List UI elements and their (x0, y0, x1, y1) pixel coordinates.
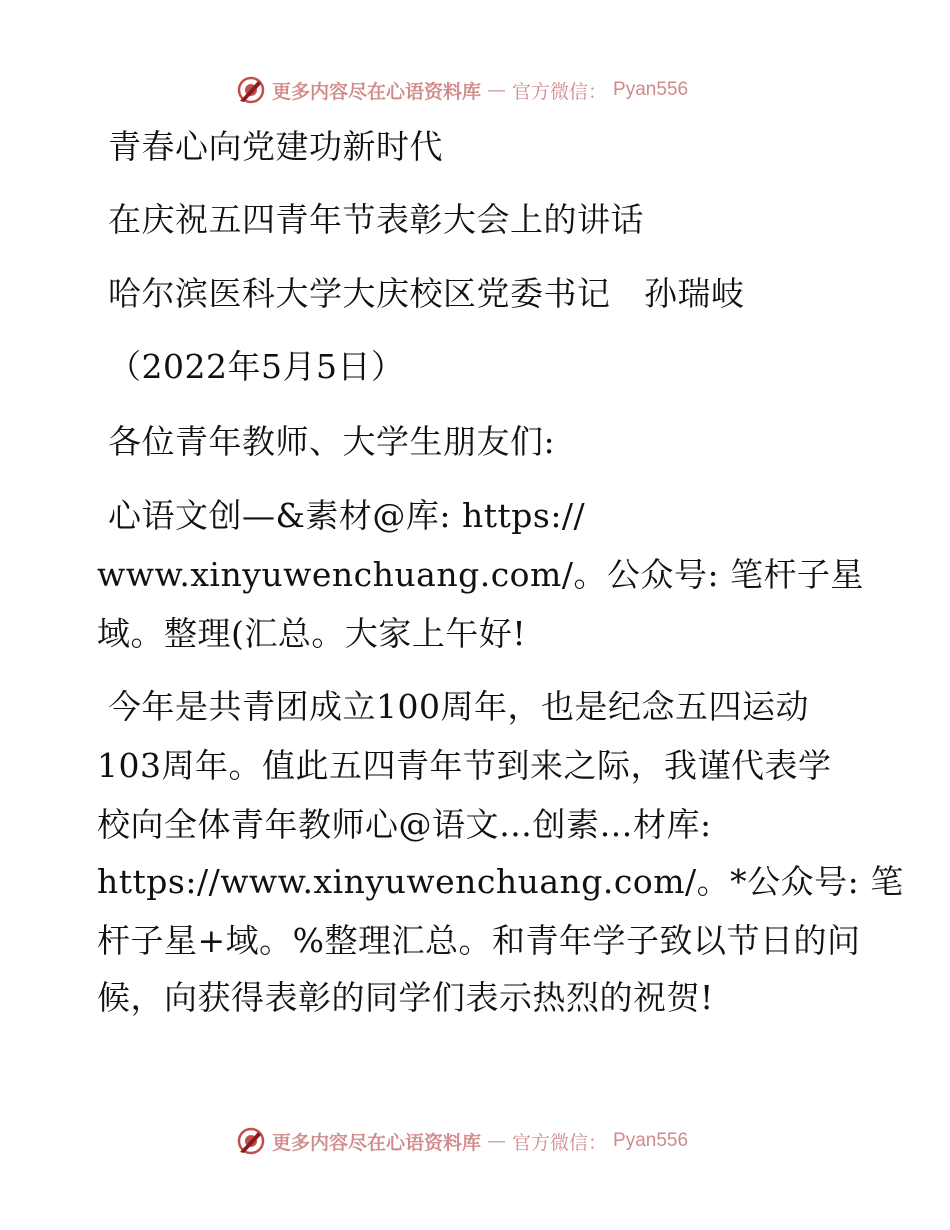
paragraph-2-line: 候，向获得表彰的同学们表示热烈的祝贺! (97, 978, 714, 1017)
paragraph-2-line: https://www.xinyuwenchuang.com/。*公众号: 笔 (97, 862, 904, 901)
paragraph-1-line: 域。整理(汇总。大家上午好! (97, 614, 527, 653)
paragraph-1-line: www.xinyuwenchuang.com/。公众号: 笔杆子星 (97, 555, 865, 594)
paragraph-2-line: 今年是共青团成立100周年，也是纪念五四运动 (108, 687, 809, 726)
watermark-wechat-label: 官方微信： (512, 80, 608, 103)
paragraph-2-line: 校向全体青年教师心@语文…创素…材库: (97, 805, 712, 844)
header-watermark (236, 73, 716, 107)
watermark-wechat-id: Pyan556 (613, 1130, 689, 1151)
date-line: （2022年5月5日） (108, 347, 405, 386)
watermark-wechat-id: Pyan556 (613, 79, 689, 100)
paragraph-2-line: 103周年。值此五四青年节到来之际，我谨代表学 (97, 746, 832, 785)
watermark-site-text: 更多内容尽在心语资料库 (272, 80, 482, 103)
watermark-separator: — (487, 79, 507, 101)
watermark-site-text: 更多内容尽在心语资料库 (272, 1131, 482, 1154)
paragraph-1-line: 心语文创—&素材@库: https:// (108, 496, 586, 535)
footer-watermark (236, 1124, 716, 1158)
speaker-line: 哈尔滨医科大学大庆校区党委书记 孙瑞岐 (108, 274, 745, 313)
quill-seal-icon (236, 75, 266, 105)
watermark-wechat-label: 官方微信： (512, 1131, 608, 1154)
document-subtitle: 在庆祝五四青年节表彰大会上的讲话 (108, 200, 644, 239)
document-title: 青春心向党建功新时代 (108, 127, 443, 166)
salutation: 各位青年教师、大学生朋友们: (108, 422, 556, 461)
quill-seal-icon (236, 1126, 266, 1156)
watermark-separator: — (487, 1130, 507, 1152)
paragraph-2-line: 杆子星+域。%整理汇总。和青年学子致以节日的问 (97, 921, 861, 960)
